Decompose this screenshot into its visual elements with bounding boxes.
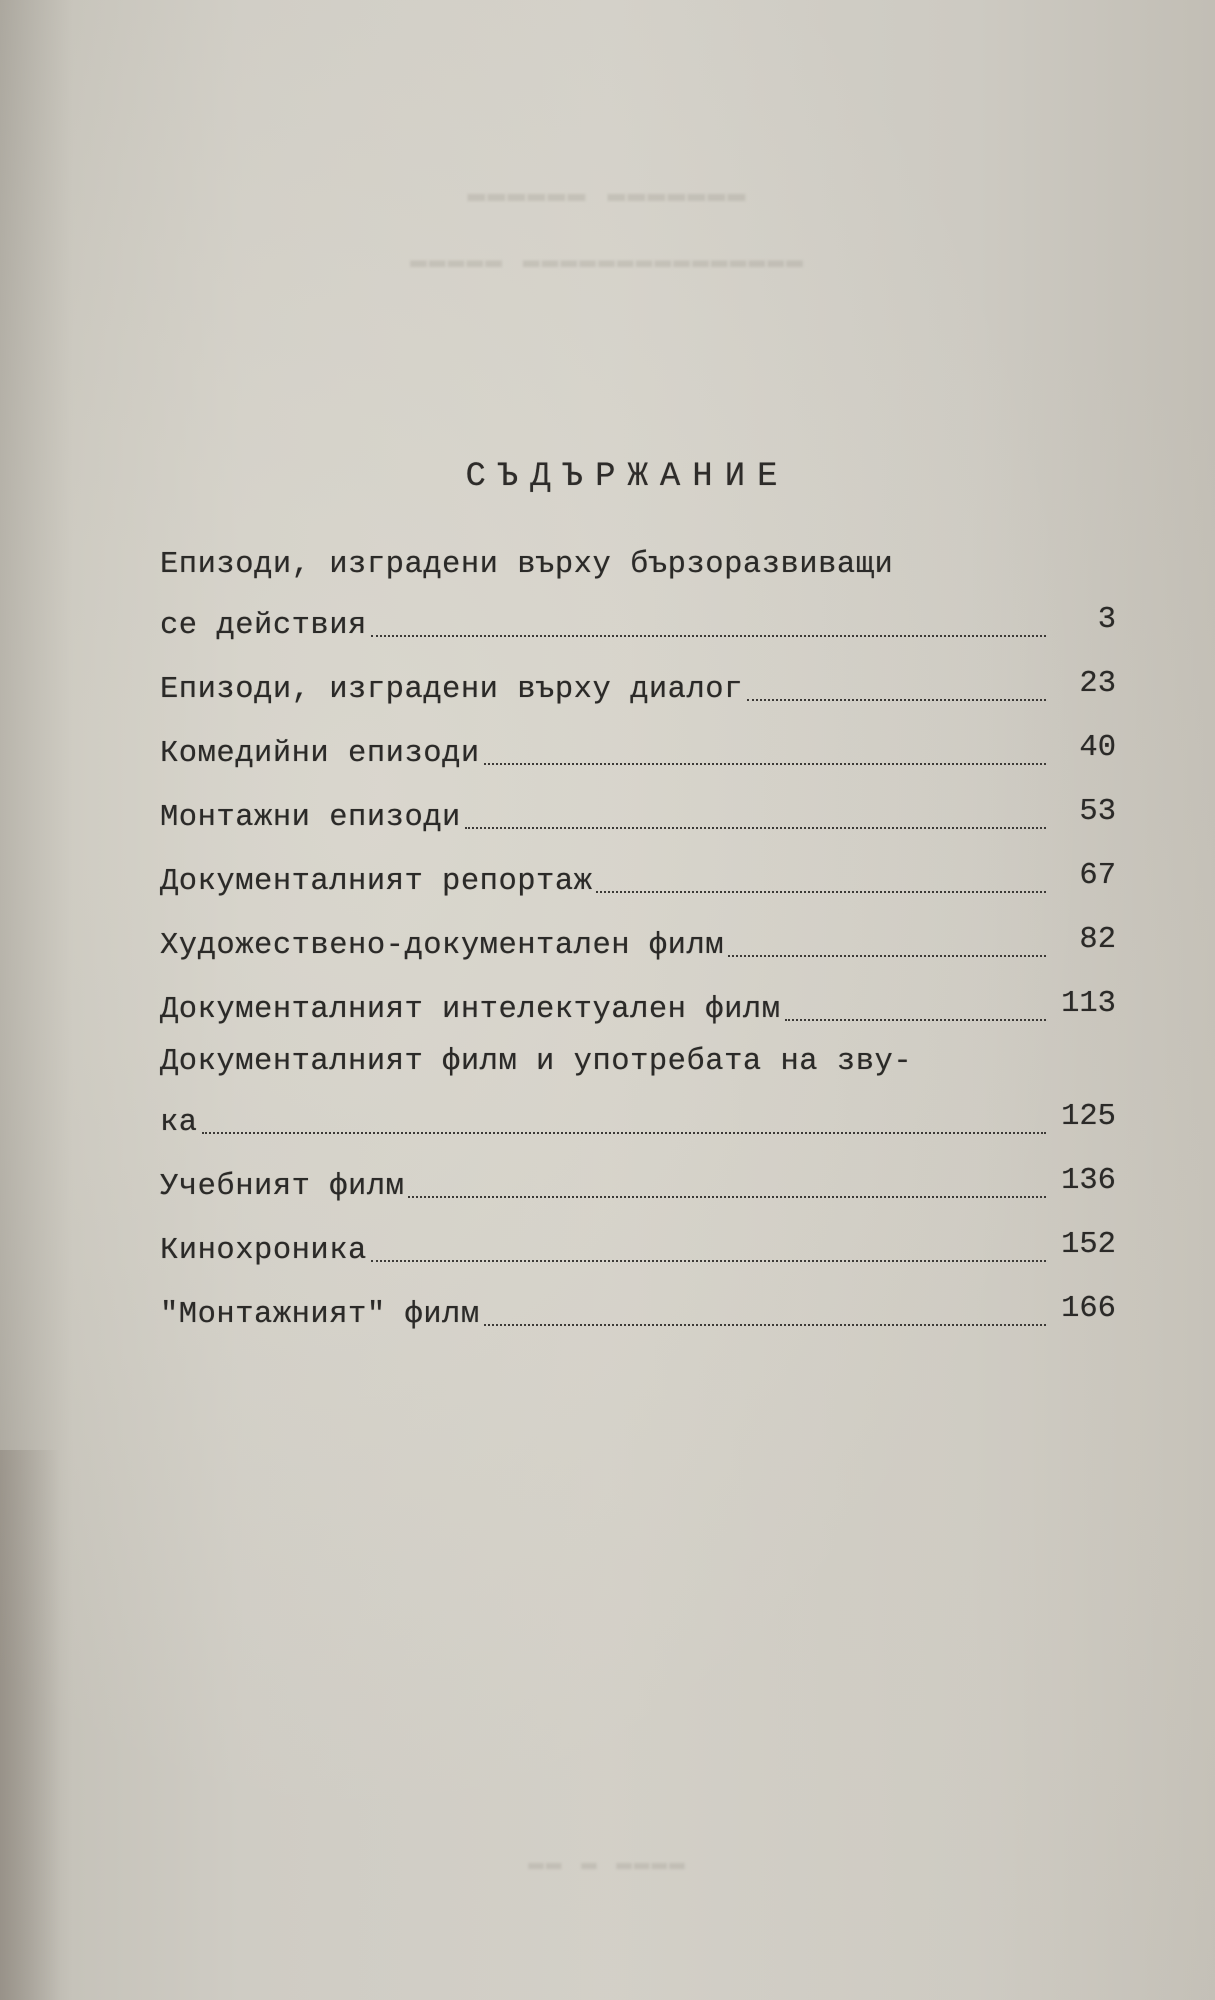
toc-entry (160, 1212, 1120, 1276)
toc-entry (160, 779, 1120, 843)
toc-entry-page-number: 53 (1079, 794, 1116, 829)
toc-entry-label: Документалният интелектуален филм (160, 992, 781, 1027)
toc-entry-label: Комедийни епизоди (160, 736, 480, 771)
dot-leader (484, 1324, 1046, 1326)
toc-entry-label-line1: Епизоди, изградени върху бързоразвиващи (160, 548, 894, 582)
toc-entry (160, 907, 1120, 971)
toc-entry-page-number: 166 (1061, 1291, 1116, 1326)
toc-entry (160, 538, 1120, 651)
table-of-contents (160, 538, 1120, 1340)
toc-entry-page-number: 67 (1079, 858, 1116, 893)
toc-entry-page-number: 3 (1097, 602, 1116, 637)
toc-entry-page-number: 82 (1079, 922, 1116, 957)
bleed-through-text: ▬▬▬▬▬ ▬▬▬▬▬▬▬▬▬▬▬▬▬▬▬ (410, 246, 805, 277)
toc-entry-label-line1: Документалният филм и употребата на зву- (160, 1045, 913, 1079)
page-title: СЪДЪРЖАНИЕ (465, 458, 790, 496)
dot-leader (371, 635, 1046, 637)
toc-entry (160, 1035, 1120, 1148)
dot-leader (408, 1196, 1046, 1198)
dot-leader (202, 1132, 1046, 1134)
toc-entry-label: Документалният репортаж (160, 864, 593, 899)
toc-entry-label: Епизоди, изградени върху диалог (160, 672, 743, 707)
toc-entry-label: "Монтажният" филм (160, 1297, 480, 1332)
dot-leader (465, 827, 1046, 829)
toc-entry-page-number: 40 (1079, 730, 1116, 765)
toc-entry-page-number: 152 (1061, 1227, 1116, 1262)
dot-leader (747, 699, 1046, 701)
bleed-through-text: ▬▬ ▬ ▬▬▬▬ (528, 1848, 687, 1878)
toc-entry-label: се действия (160, 608, 367, 643)
toc-entry-label: Художествено-документален филм (160, 928, 725, 963)
toc-entry-label: ка (160, 1105, 198, 1140)
toc-entry (160, 651, 1120, 715)
toc-entry (160, 715, 1120, 779)
toc-entry (160, 843, 1120, 907)
toc-entry-page-number: 136 (1061, 1163, 1116, 1198)
dot-leader (728, 955, 1046, 957)
toc-entry-label: Монтажни епизоди (160, 800, 461, 835)
dot-leader (596, 891, 1046, 893)
toc-entry (160, 1276, 1120, 1340)
toc-entry-page-number: 113 (1061, 986, 1116, 1021)
toc-entry-label: Кинохроника (160, 1233, 367, 1268)
toc-entry-label: Учебният филм (160, 1169, 405, 1204)
dot-leader (484, 763, 1046, 765)
toc-entry-page-number: 125 (1061, 1099, 1116, 1134)
toc-entry (160, 971, 1120, 1035)
dot-leader (371, 1260, 1046, 1262)
toc-entry-page-number: 23 (1079, 666, 1116, 701)
bleed-through-text: ▬▬▬▬▬▬ ▬▬▬▬▬▬▬ (467, 178, 748, 212)
toc-entry (160, 1148, 1120, 1212)
dot-leader (785, 1019, 1047, 1021)
